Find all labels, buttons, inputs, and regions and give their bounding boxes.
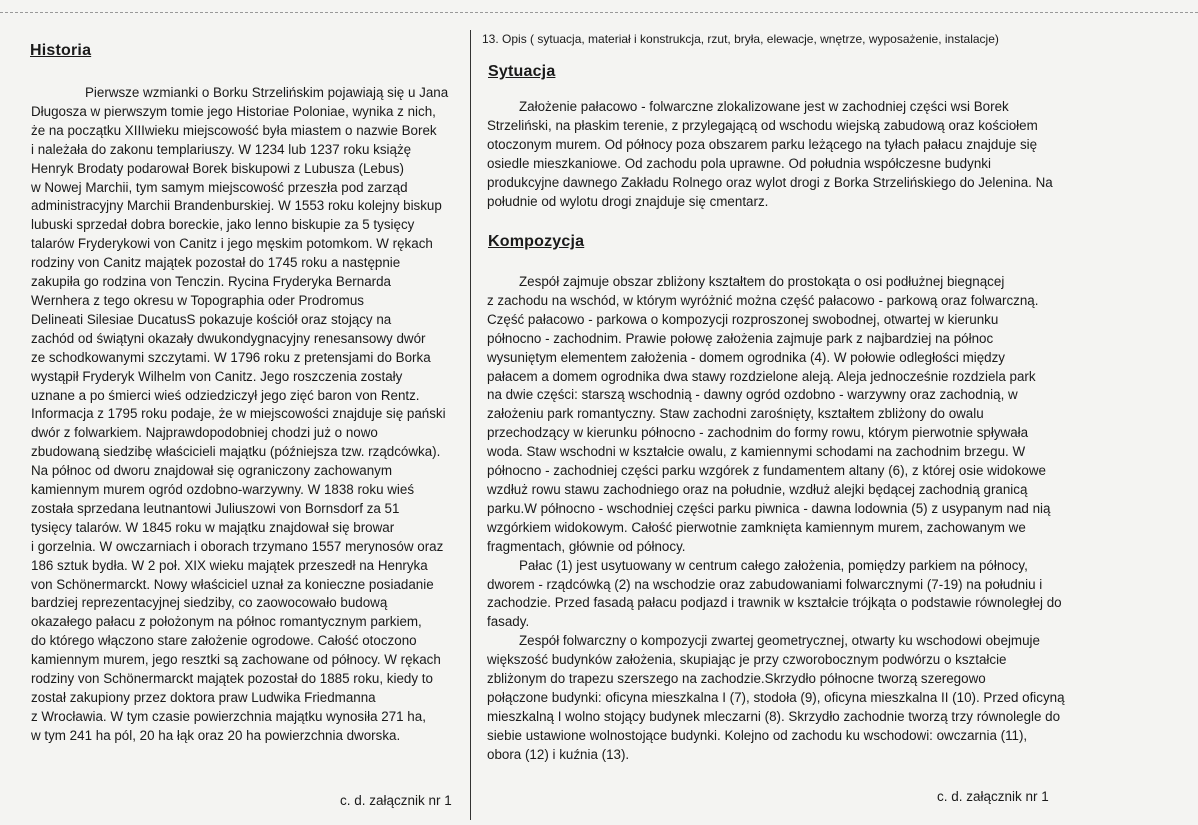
text-line: zachodzie. Przed fasadą pałacu podjazd i trawnik w kształcie trójkąta o podstawie równoległej do [487,595,1062,611]
text-line: Długosza w pierwszym tomie jego Historiae Poloniae, wynika z nich, [31,103,436,119]
text-line: Na północ od dworu znajdował się ograniczony zachowanym [31,463,393,479]
text-line: osiedle mieszkaniowe. Od zachodu pola uprawne. Od południa współczesne budynki [487,155,991,171]
text-line: Informacja z 1795 roku podaje, że w miejscowości znajduje się pański [31,406,446,422]
text-line: północno - zachodnim. Prawie połowę założenia zajmuje park z najbardziej na północ [487,330,994,346]
historia-heading: Historia [30,42,92,59]
text-line: von Schönermarckt. Nowy właściciel uznał za konieczne posiadanie [31,576,434,592]
text-line: wystąpił Fryderyk Wilhelm von Canitz. Jego roszczenia zostały [31,368,403,384]
sytuacja-heading: Sytuacja [488,63,556,80]
text-line: Założenie pałacowo - folwarczne zlokalizowane jest w zachodniej części wsi Borek [519,99,1009,114]
text-line: został zakupiony przez doktora praw Ludwika Friedmanna [31,690,376,705]
text-line: z Wrocławia. W tym czasie powierzchnia majątku wynosiła 271 ha, [31,708,426,724]
text-line: mieszkalną I wolno stojący budynek mleczarni (8). Skrzydło zachodnie tworzą trzy równolegle do [487,708,1061,724]
text-line: kamiennym murem ogród ozdobno-warzywny. W 1838 roku wieś [31,482,415,498]
text-line: wzgórkiem widokowym. Całość pierwotnie zamknięta kamiennym murem, zachowanym we [487,519,1026,535]
text-line: że na początku XIIIwieku miejscowość była miastem o nazwie Borek [31,122,437,138]
text-line: dworem - rządcówką (2) na wschodzie oraz zabudowaniami folwarcznymi (7-19) na południu i [487,576,1043,592]
text-line: Część pałacowo - parkowa o kompozycji rozproszonej swobodnej, otwartej w kierunku [487,311,999,327]
opis-section-title: 13. Opis ( sytuacja, materiał i konstrukcja, rzut, bryła, elewacje, wnętrze, wyposażenie, instalacje) [482,32,999,46]
text-line: Henryk Brodaty podarował Borek biskupowi z Lubusza (Lebus) [31,160,404,176]
text-line: bardziej reprezentacyjnej siedziby, co zaowocowało budową [31,595,388,611]
text-line: lubuski sprzedał dobra boreckie, jako lenno biskupie za 5 tysięcy [31,217,415,233]
text-line: Delineati Silesiae DucatusS pokazuje kościół oraz stojący na [31,311,392,327]
text-line: z zachodu na wschód, w którym wyróżnić można część pałacowo - parkową oraz folwarczną. [487,292,1039,308]
text-line: zakupiła go rodzina von Tenczin. Rycina Fryderyka Bernarda [31,274,391,290]
opis-column [470,0,1198,825]
text-line: 186 sztuk bydła. W 2 poł. XIX wieku majątek przeszedł na Henryka [31,557,428,573]
text-line: dwór z folwarkiem. Najprawdopodobniej chodzi już o nowo [31,425,378,441]
text-line: wzdłuż rowu stawu zachodniego oraz na południe, wzdłuż alejki będącej zachodnią granicą [487,481,1028,497]
text-line: produkcyjne dawnego Zakładu Rolnego oraz wylot drogi z Borka Strzelińskiego do Jelenina. Na [487,174,1053,190]
text-line: Zespół zajmuje obszar zbliżony kształtem do prostokąta o osi podłużnej biegnącej [519,274,1005,289]
text-line: parku.W północno - wschodniej części parku piwnica - dawna lodownia (5) z usypanym nad nią [487,500,1051,516]
text-line: kamiennym murem, jego resztki są zachowane od północy. W rękach [31,652,441,668]
text-line: pałacem a domem ogrodnika dwa stawy rozdzielone aleją. Aleja jednocześnie rozdziela park [487,368,1036,384]
text-line: Wernhera z tego okresu w Topographia oder Prodromus [31,292,364,308]
sytuacja-text [487,98,1187,211]
opis-footer: c. d. załącznik nr 1 [937,789,1049,804]
text-line: zbudowaną siedzibę właścicieli majątku (późniejsza tzw. rządcówka). [31,444,441,460]
text-line: rodziny von Canitz majątek pozostał do 1745 roku a następnie [31,255,401,271]
historia-text [31,84,463,746]
text-line: Pierwsze wzmianki o Borku Strzelińskim pojawiają się u Jana [85,85,449,100]
text-line: wysuniętym elementem założenia - domem ogrodnika (4). W połowie odległości między [487,349,1005,365]
text-line: woda. Staw wschodni w kształcie owalu, z kamiennymi schodami na zachodnim brzegu. W [487,444,1026,460]
text-line: i należała do zakonu templariuszy. W 1234 lub 1237 roku książę [31,141,412,157]
text-line: talarów Fryderykowi von Canitz i jego męskim potomkom. W rękach [31,236,433,252]
historia-column [0,0,470,825]
text-line: w tym 241 ha pól, 20 ha łąk oraz 20 ha powierzchnia dworska. [31,727,401,743]
kompozycja-heading: Kompozycja [488,233,585,250]
text-line: okazałego pałacu z położonym na północ romantycznym parkiem, [31,614,422,630]
text-line: przechodzący w kierunku północno - zachodnim do formy rowu, którym pierwotnie spływała [487,425,1029,441]
text-line: zachód od świątyni okazały dwukondygnacyjny renesansowy dwór [31,330,426,346]
text-line: i gorzelnia. W owczarniach i oborach trzymano 1557 merynosów oraz [31,538,444,554]
text-line: otoczonym murem. Od północy poza obszarem parku leżącego na tyłach pałacu znajduje się [487,136,1038,152]
historia-footer: c. d. załącznik nr 1 [340,793,452,808]
text-line: w Nowej Marchii, tym samym miejscowość przeszła pod zarząd [31,179,408,195]
text-line: połączone budynki: oficyna mieszkalna I (7), stodoła (9), oficyna mieszkalna II (10). Przed oficyną [487,689,1065,705]
text-line: została sprzedana leutnantowi Juliuszowi von Bornsdorf za 51 [31,500,400,516]
text-line: fasady. [487,614,530,630]
text-line: Pałac (1) jest usytuowany w centrum całego założenia, pomiędzy parkiem na północy, [519,557,1028,573]
text-line: zbliżonym do trapezu szerszego na zachodzie.Skrzydło północne tworzą szeregowo [487,671,986,687]
text-line: administracyjny Marchii Brandenburskiej. W 1553 roku kolejny biskup [31,198,442,214]
text-line: uznane a po śmierci wieś odziedziczył jego zięć baron von Rentz. [31,387,420,403]
text-line: tysięcy talarów. W 1845 roku w majątku znajdował się browar [31,519,395,535]
text-line: większość budynków założenia, skupiając je przy czworobocznym podwórzu o kształcie [487,652,1007,668]
text-line: ze schodkowanymi szczytami. W 1796 roku z pretensjami do Borka [31,349,431,365]
text-line: rodziny von Schönermarckt majątek pozostał do 1885 roku, kiedy to [31,671,433,687]
kompozycja-text [487,273,1187,765]
text-line: obora (12) i kuźnia (13). [487,746,630,762]
text-line: Zespół folwarczny o kompozycji zwartej geometrycznej, otwarty ku wschodowi obejmuje [519,633,1040,649]
text-line: założeniu park romantyczny. Staw zachodni zarośnięty, kształtem zbliżony do owalu [487,406,984,422]
text-line: Strzeliński, na płaskim terenie, z przylegającą od wschodu wiejską zabudową oraz kościołem [487,117,1038,133]
text-line: północno - zachodniej części parku wzgórek z fundamentem altany (6), z której osie widokowe [487,463,1046,479]
text-line: siebie ustawione wolnostojące budynki. Kolejno od zachodu ku wschodowi: owczarnia (11), [487,727,1028,743]
text-line: południe od wylotu drogi znajduje się cmentarz. [487,193,769,209]
text-line: na dwie części: starszą wschodnią - dawny ogród ozdobno - warzywny oraz zachodnią, w [487,387,1018,403]
text-line: fragmentach, głównie od północy. [487,538,686,554]
text-line: do którego włączono stare założenie ogrodowe. Całość otoczono [31,633,417,649]
